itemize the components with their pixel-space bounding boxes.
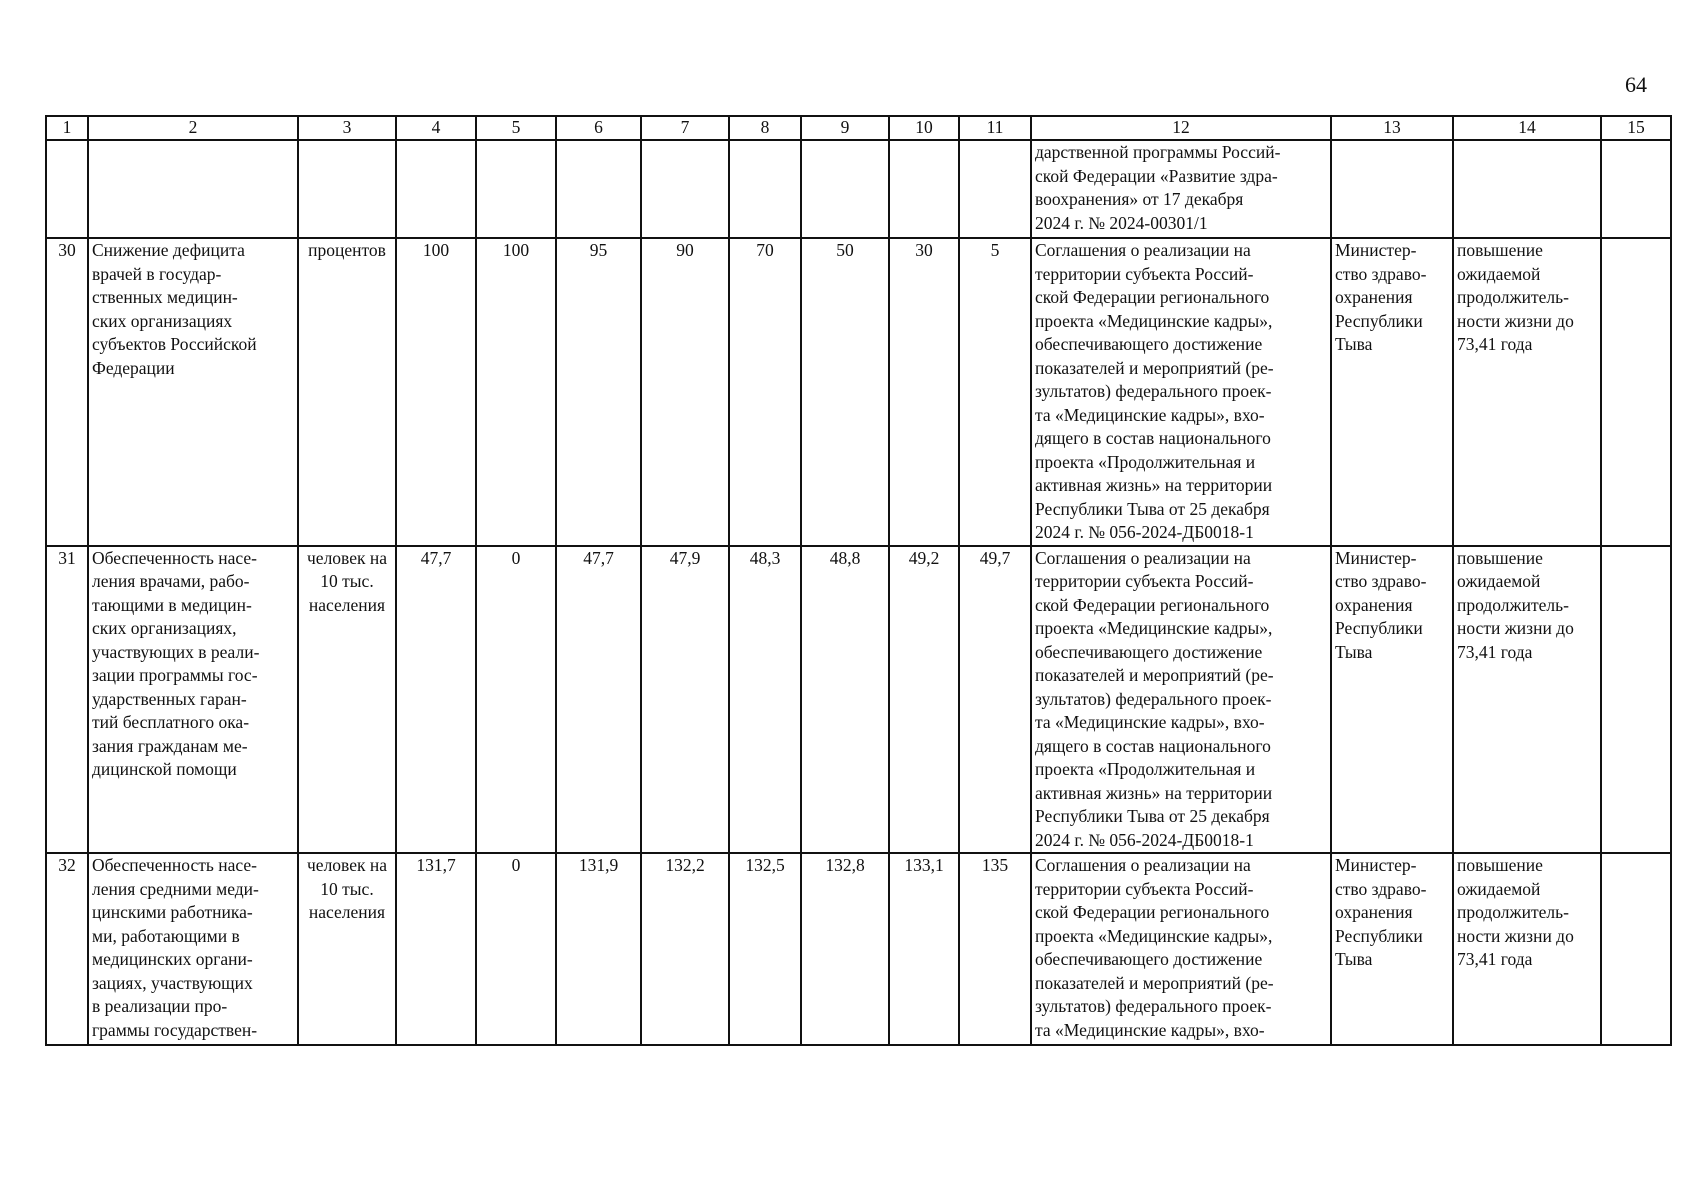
continuation-row (46, 140, 1671, 238)
header-cell: 8 (729, 116, 801, 140)
header-cell: 1 (46, 116, 88, 140)
value-col7: 132,2 (641, 853, 729, 1045)
value-col10: 133,1 (889, 853, 959, 1045)
header-cell: 9 (801, 116, 889, 140)
value-col11: 135 (959, 853, 1031, 1045)
indicator-name: Обеспеченность насе- ления врачами, рабо- тающими в медицин- ских организациях, участвующих в реали- зации программы гос- ударственных гаран- тий бесплатного ока- зания гражданам ме- дицинской помощи (88, 546, 298, 854)
table-row (46, 546, 1671, 854)
value-col7: 47,9 (641, 546, 729, 854)
unit: человек на 10 тыс. населения (298, 546, 396, 854)
value-col9: 132,8 (801, 853, 889, 1045)
col15-cell (1601, 853, 1671, 1045)
table-row (46, 853, 1671, 1045)
indicator-name: Обеспеченность насе- ления средними меди- цинскими работника- ми, работающими в медицинских органи- зациях, участвующих в реализации про- граммы государствен- (88, 853, 298, 1045)
value-col10: 49,2 (889, 546, 959, 854)
header-cell: 4 (396, 116, 476, 140)
value-col5: 100 (476, 238, 556, 546)
value-col10: 30 (889, 238, 959, 546)
row-number: 32 (46, 853, 88, 1045)
value-col8: 70 (729, 238, 801, 546)
value-col11: 5 (959, 238, 1031, 546)
value-col4: 47,7 (396, 546, 476, 854)
unit: процентов (298, 238, 396, 546)
header-cell: 6 (556, 116, 641, 140)
goal: повышение ожидаемой продолжитель- ности жизни до 73,41 года (1453, 238, 1601, 546)
table-row (46, 238, 1671, 546)
value-col6: 47,7 (556, 546, 641, 854)
indicator-name: Снижение дефицита врачей в государ- ственных медицин- ских организациях субъектов Российской Федерации (88, 238, 298, 546)
header-cell: 11 (959, 116, 1031, 140)
value-col6: 131,9 (556, 853, 641, 1045)
row-number: 31 (46, 546, 88, 854)
header-cell: 14 (1453, 116, 1601, 140)
col15-cell (1601, 546, 1671, 854)
value-col9: 48,8 (801, 546, 889, 854)
value-col6: 95 (556, 238, 641, 546)
responsible-body: Министер- ство здраво- охранения Республики Тыва (1331, 853, 1453, 1045)
value-col7: 90 (641, 238, 729, 546)
responsible-body: Министер- ство здраво- охранения Республики Тыва (1331, 546, 1453, 854)
goal: повышение ожидаемой продолжитель- ности жизни до 73,41 года (1453, 546, 1601, 854)
header-cell: 2 (88, 116, 298, 140)
header-cell: 3 (298, 116, 396, 140)
unit: человек на 10 тыс. населения (298, 853, 396, 1045)
header-cell: 13 (1331, 116, 1453, 140)
continuation-source-document: дарственной программы Россий- ской Федерации «Развитие здра- воохранения» от 17 декабря 2024 г. № 2024-00301/1 (1031, 140, 1331, 238)
header-cell: 15 (1601, 116, 1671, 140)
header-cell: 7 (641, 116, 729, 140)
value-col8: 132,5 (729, 853, 801, 1045)
value-col4: 100 (396, 238, 476, 546)
column-number-header (46, 116, 1671, 140)
indicators-table (45, 115, 1672, 1046)
source-document: Соглашения о реализации на территории субъекта Россий- ской Федерации регионального проекта «Медицинские кадры», обеспечивающего достижение показателей и мероприятий (ре- зультатов) федерального проек- та «Медицинские кадры», вхо- дящего в состав национального проекта «Продолжительная и активная жизнь» на территории Республики Тыва от 25 декабря 2024 г. № 056-2024-ДБ0018-1 (1031, 238, 1331, 546)
value-col5: 0 (476, 546, 556, 854)
header-cell: 12 (1031, 116, 1331, 140)
value-col5: 0 (476, 853, 556, 1045)
value-col4: 131,7 (396, 853, 476, 1045)
header-cell: 10 (889, 116, 959, 140)
page-number: 64 (1625, 72, 1647, 97)
col15-cell (1601, 238, 1671, 546)
value-col9: 50 (801, 238, 889, 546)
source-document: Соглашения о реализации на территории субъекта Россий- ской Федерации регионального проекта «Медицинские кадры», обеспечивающего достижение показателей и мероприятий (ре- зультатов) федерального проек- та «Медицинские кадры», вхо- (1031, 853, 1331, 1045)
source-document: Соглашения о реализации на территории субъекта Россий- ской Федерации регионального проекта «Медицинские кадры», обеспечивающего достижение показателей и мероприятий (ре- зультатов) федерального проек- та «Медицинские кадры», вхо- дящего в состав национального проекта «Продолжительная и активная жизнь» на территории Республики Тыва от 25 декабря 2024 г. № 056-2024-ДБ0018-1 (1031, 546, 1331, 854)
header-cell: 5 (476, 116, 556, 140)
value-col11: 49,7 (959, 546, 1031, 854)
responsible-body: Министер- ство здраво- охранения Республики Тыва (1331, 238, 1453, 546)
value-col8: 48,3 (729, 546, 801, 854)
row-number: 30 (46, 238, 88, 546)
goal: повышение ожидаемой продолжитель- ности жизни до 73,41 года (1453, 853, 1601, 1045)
